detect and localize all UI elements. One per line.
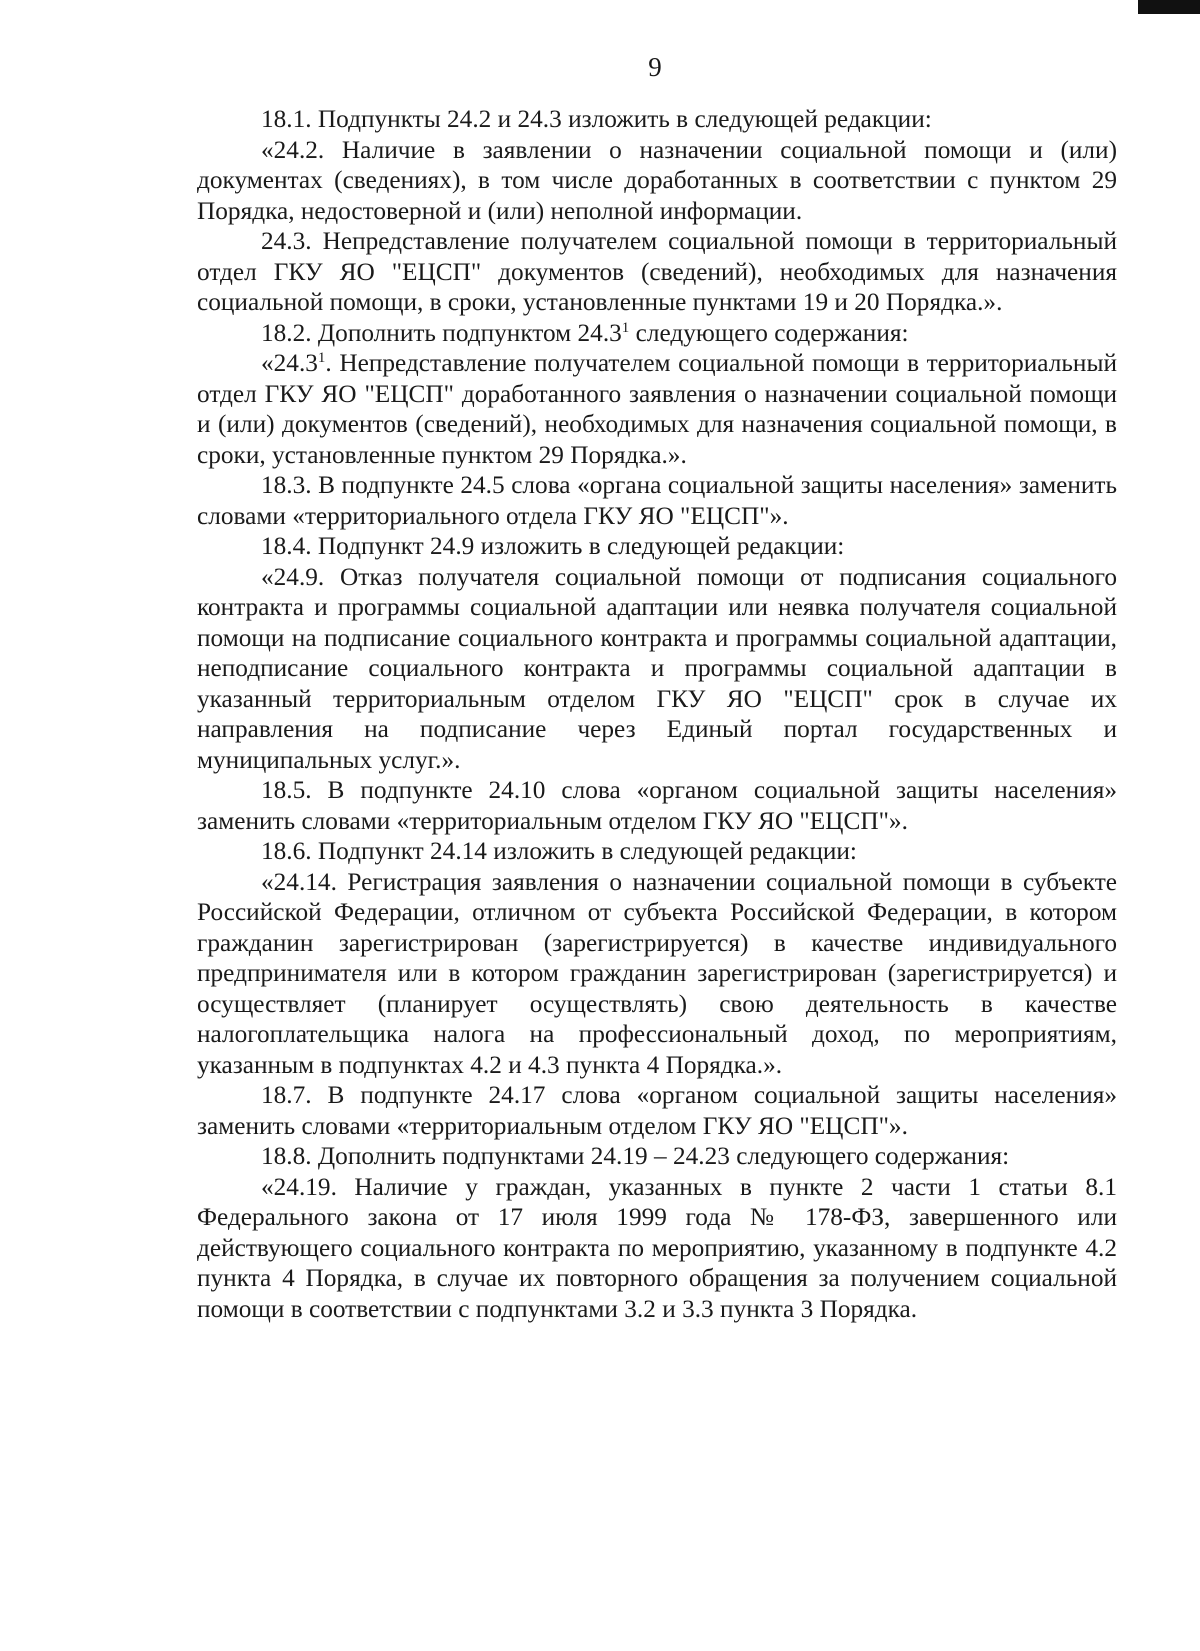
page-number: 9 [648,52,662,82]
paragraph-18-7: 18.7. В подпункте 24.17 слова «органом социальной защиты населения» заменить словами «территориальным отделом ГКУ ЯО "ЕЦСП"». [197,1081,1117,1140]
paragraph-18-2 [197,318,1117,349]
paragraph-18-1: 18.1. Подпункты 24.2 и 24.3 изложить в следующей редакции: [261,105,932,133]
superscript-1: 1 [621,319,630,336]
document-body [197,104,1117,1324]
paragraph-18-2-text-before: 18.2. Дополнить подпунктом 24.3 [261,318,622,347]
superscript-1: 1 [317,350,326,366]
paragraph-18-2-text-after: следующего содержания: [629,318,909,347]
paragraph-24-14: «24.14. Регистрация заявления о назначении социальной помощи в субъекте Российской Федерации, отличном от субъекта Российской Федерации, в котором гражданин зарегистрирован (зарегистрируется) в качестве индивидуального предпринимателя или в котором гражданин зарегистрирован (зарегистрируется) и осуществляет (планирует осуществлять) свою деятельность в качестве налогоплательщика налога на профессиональный доход, по мероприятиям, указанным в подпунктах 4.2 и 4.3 пункта 4 Порядка.». [197,867,1117,1079]
paragraph-24-3-1 [197,348,1117,470]
paragraph-18-5: 18.5. В подпункте 24.10 слова «органом социальной защиты населения» заменить словами «территориальным отделом ГКУ ЯО "ЕЦСП"». [197,776,1117,835]
paragraph-24-3: 24.3. Непредставление получателем социальной помощи в территориальный отдел ГКУ ЯО "ЕЦСП" документов (сведений), необходимых для назначения социальной помощи, в сроки, установленные пунктами 19 и 20 Порядка.». [197,227,1117,316]
paragraph-24-2: «24.2. Наличие в заявлении о назначении социальной помощи и (или) документах (сведениях), в том числе доработанных в соответствии с пунктом 29 Порядка, недостоверной и (или) неполной информации. [197,135,1117,225]
paragraph-18-4: 18.4. Подпункт 24.9 изложить в следующей редакции: [261,532,845,560]
paragraph-18-3: 18.3. В подпункте 24.5 слова «органа социальной защиты населения» заменить словами «территориального отдела ГКУ ЯО "ЕЦСП"». [197,471,1117,530]
paragraph-18-6: 18.6. Подпункт 24.14 изложить в следующей редакции: [261,837,857,865]
paragraph-18-8: 18.8. Дополнить подпунктами 24.19 – 24.23 следующего содержания: [261,1142,1010,1170]
paragraph-24-3-1-text-after: . Непредставление получателем социальной помощи в территориальный отдел ГКУ ЯО "ЕЦСП" доработанного заявления о назначении социальной помощи и (или) документов (сведений), необходимых для назначения социальной помощи, в сроки, установленные пунктом 29 Порядка.». [197,349,1117,469]
paragraph-24-9: «24.9. Отказ получателя социальной помощи от подписания социального контракта и программы социальной адаптации или неявка получателя социальной помощи на подписание социального контракта и программы социальной адаптации, неподписание социального контракта и программы социальной адаптации в указанный территориальным отделом ГКУ ЯО "ЕЦСП" срок в случае их направления на подписание через Единый портал государственных и муниципальных услуг.». [197,562,1117,774]
paragraph-24-19: «24.19. Наличие у граждан, указанных в пункте 2 части 1 статьи 8.1 Федерального закона от 17 июля 1999 года № 178-ФЗ, завершенного или действующего социального контракта по мероприятию, указанному в подпункте 4.2 пункта 4 Порядка, в случае их повторного обращения за получением социальной помощи в соответствии с подпунктами 3.2 и 3.3 пункта 3 Порядка. [197,1172,1117,1323]
scan-corner-mark [1138,0,1200,14]
paragraph-24-3-1-text-before: «24.3 [261,349,318,377]
